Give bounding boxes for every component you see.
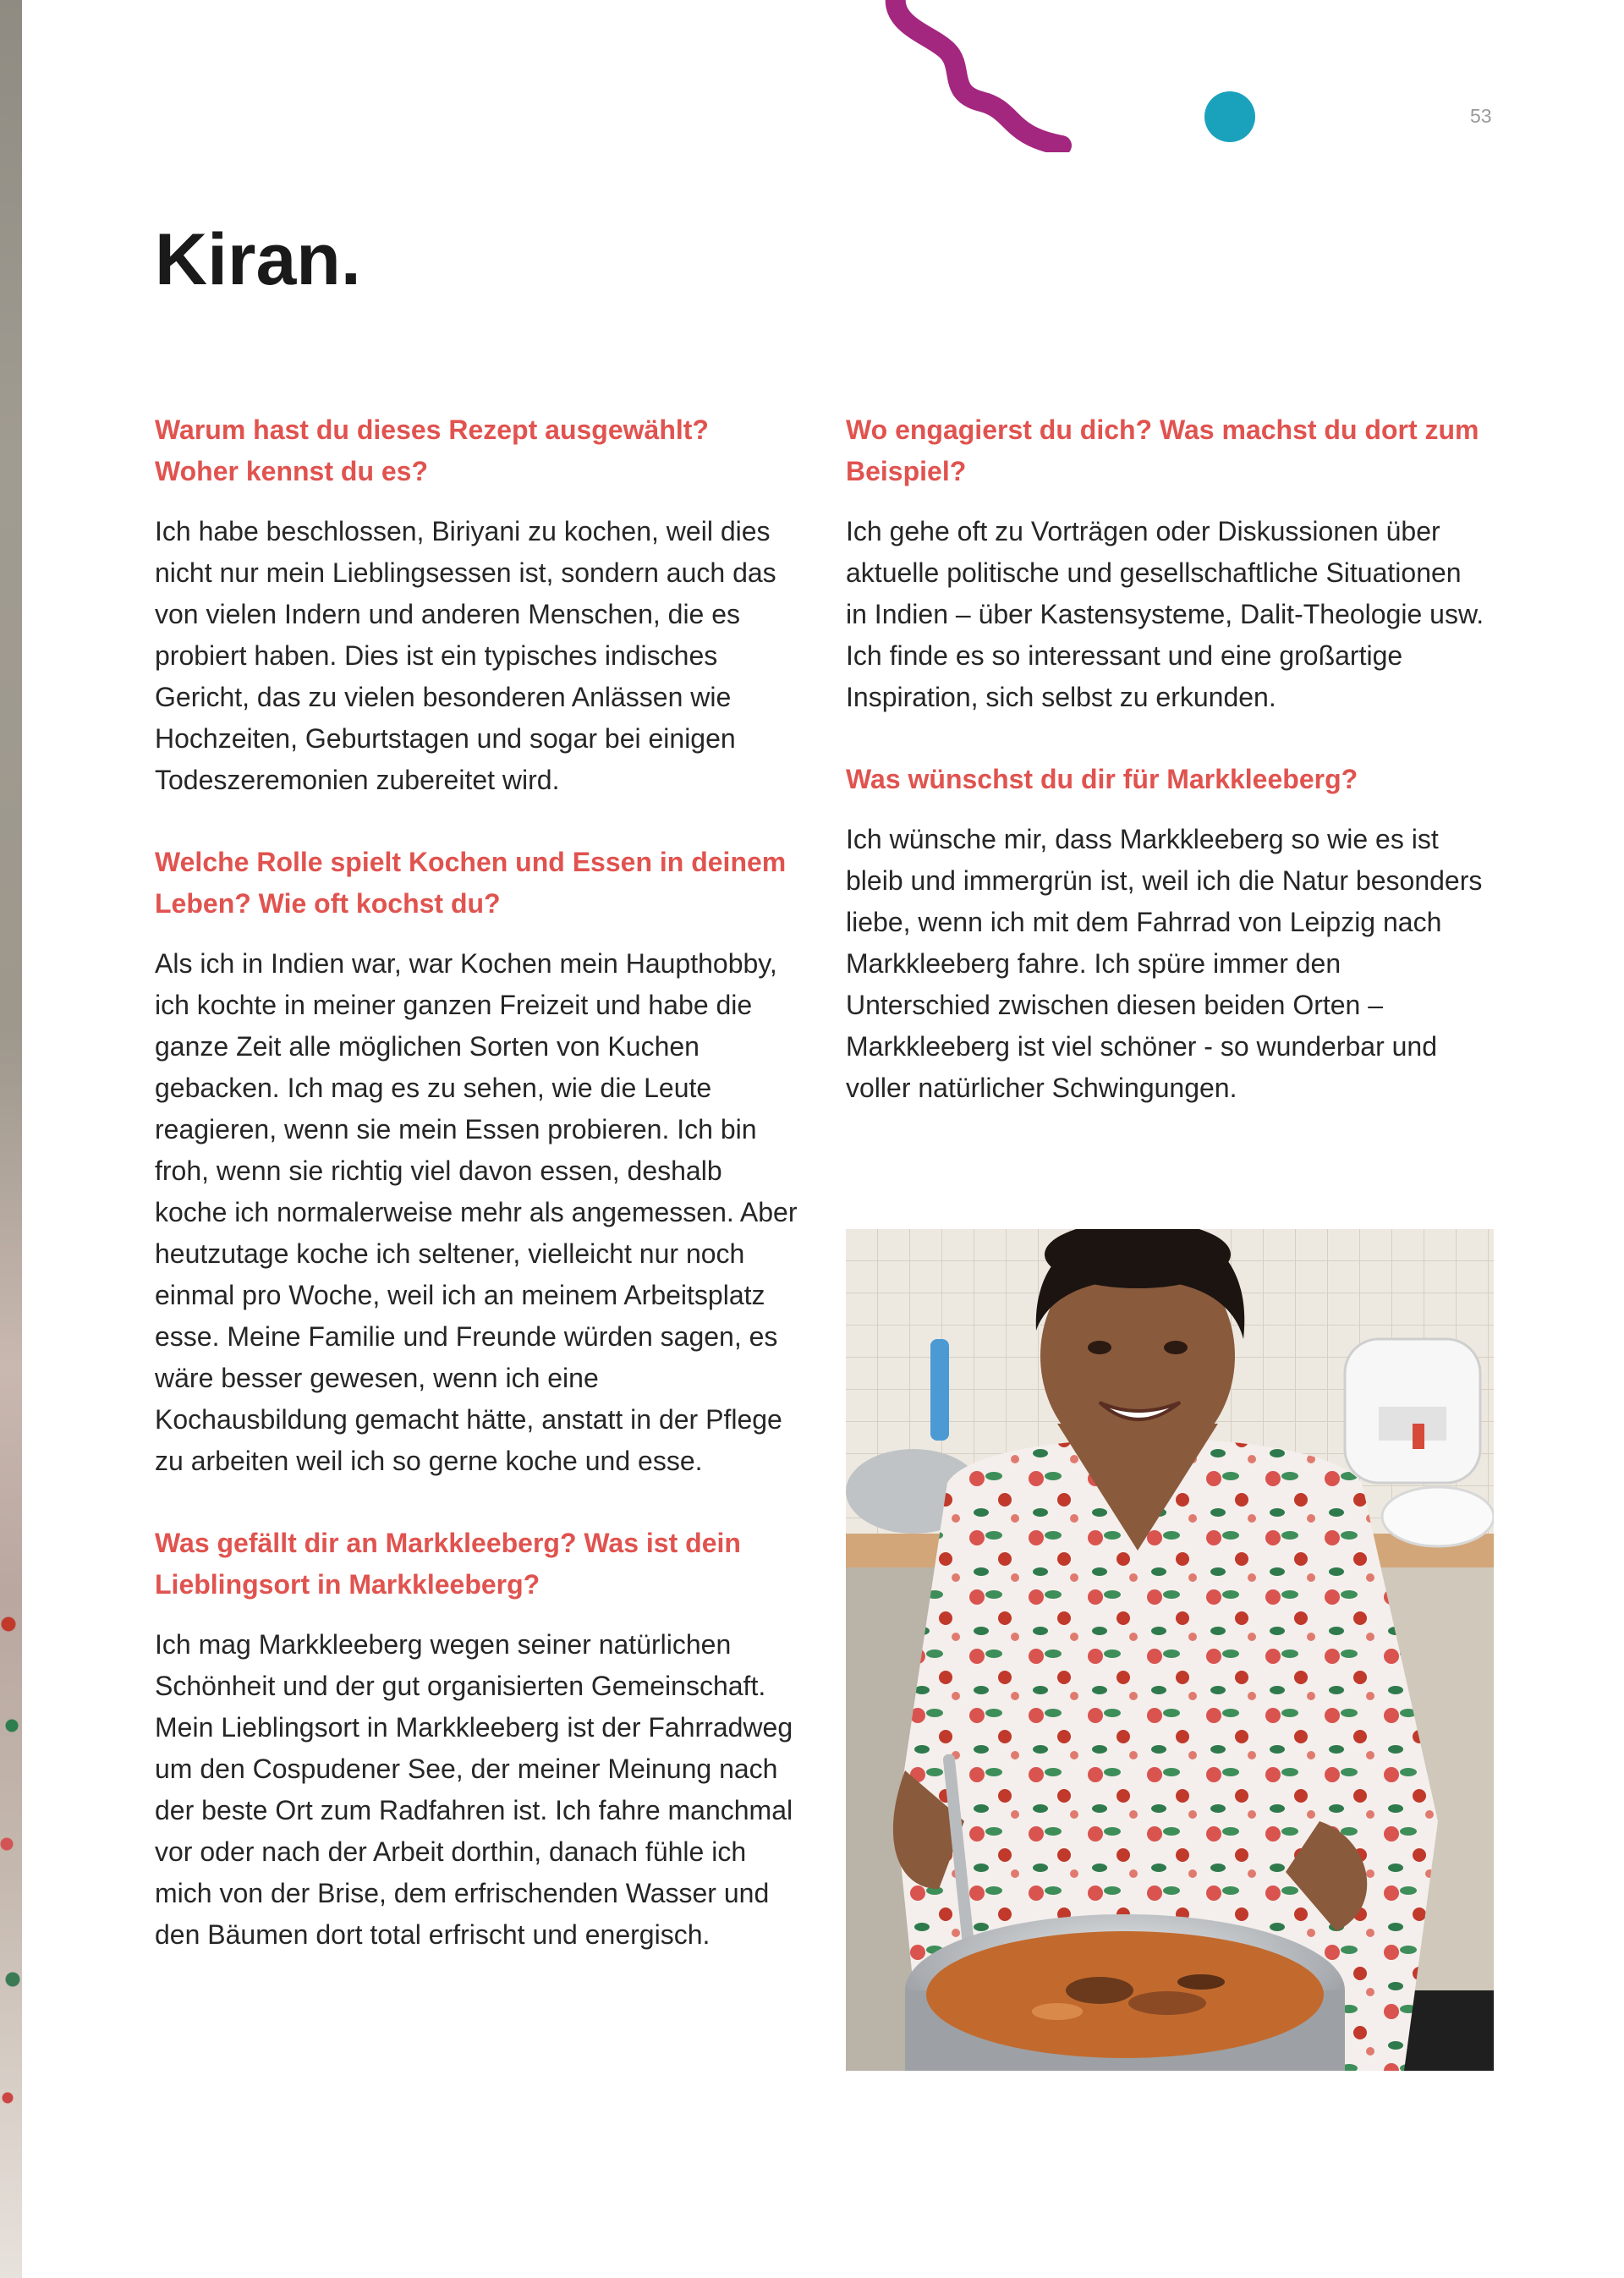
question-heading: Was gefällt dir an Markkleeberg? Was ist dein Lieblingsort in Markkleeberg? xyxy=(155,1528,741,1600)
dot-decoration xyxy=(1204,91,1255,142)
answer-paragraph: Ich gehe oft zu Vorträgen oder Diskussionen über aktuelle politische und gesellschaftliche Situationen in Indien – über Kastensysteme, Dalit-Theologie usw. Ich finde es so interessant und eine großartige Inspiration, sich selbst zu erkunden. xyxy=(846,516,1484,712)
answer-paragraph: Als ich in Indien war, war Kochen mein Haupthobby, ich kochte in meiner ganzen Freizeit und habe die ganze Zeit alle möglichen Sorten von Kuchen gebacken. Ich mag es zu sehen, wie die Leute reagieren, wenn sie mein Essen probieren. Ich bin froh, wenn sie richtig viel davon essen, deshalb koche ich normalerweise mehr als angemessen. Aber heutzutage koche ich seltener, vielleicht nur noch einmal pro Woche, weil ich an meinem Arbeitsplatz esse. Meine Familie und Freunde würden sagen, es wäre besser gewesen, wenn ich eine Kochausbildung gemacht hätte, anstatt in der Pflege zu arbeiten weil ich so gerne koche und esse. xyxy=(155,948,798,1476)
question-heading: Warum hast du dieses Rezept ausgewählt? Woher kennst du es? xyxy=(155,414,709,486)
answer-paragraph: Ich mag Markkleeberg wegen seiner natürlichen Schönheit und der gut organisierten Gemeinschaft. Mein Lieblingsort in Markkleeberg ist der Fahrradweg um den Cospudener See, der meiner Meinung nach der beste Ort zum Radfahren ist. Ich fahre manchmal vor oder nach der Arbeit dorthin, danach fühle ich mich von der Brise, dem erfrischenden Wasser und den Bäumen dort total erfrischt und energisch. xyxy=(155,1629,793,1950)
answer-paragraph: Ich wünsche mir, dass Markkleeberg so wie es ist bleib und immergrün ist, weil ich die Natur besonders liebe, wenn ich mit dem Fahrrad von Leipzig nach Markkleeberg fahre. Ich spüre immer den Unterschied zwischen diesen beiden Orten – Markkleeberg ist viel schöner - so wunderbar und voller natürlicher Schwingungen. xyxy=(846,824,1483,1103)
page-number: 53 xyxy=(1470,105,1492,127)
left-photo-strip-pattern xyxy=(0,1590,22,2182)
cooking-photo-illustration xyxy=(846,1229,1494,2071)
left-column xyxy=(155,409,798,1996)
cooking-photo xyxy=(846,1229,1494,2071)
squiggle-decoration xyxy=(880,0,1083,152)
question-heading: Was wünschst du dir für Markkleeberg? xyxy=(846,764,1358,794)
answer-paragraph: Ich habe beschlossen, Biriyani zu kochen, weil dies nicht nur mein Lieblingsessen ist, sondern auch das von vielen Indern und anderen Menschen, die es probiert haben. Dies ist ein typisches indisches Gericht, das zu vielen besonderen Anlässen wie Hochzeiten, Geburtstagen und sogar bei einigen Todeszeremonien zubereitet wird. xyxy=(155,516,776,795)
page-title: Kiran. xyxy=(155,219,361,300)
right-column xyxy=(846,409,1489,1150)
question-heading: Wo engagierst du dich? Was machst du dort zum Beispiel? xyxy=(846,414,1479,486)
question-heading: Welche Rolle spielt Kochen und Essen in deinem Leben? Wie oft kochst du? xyxy=(155,847,787,919)
